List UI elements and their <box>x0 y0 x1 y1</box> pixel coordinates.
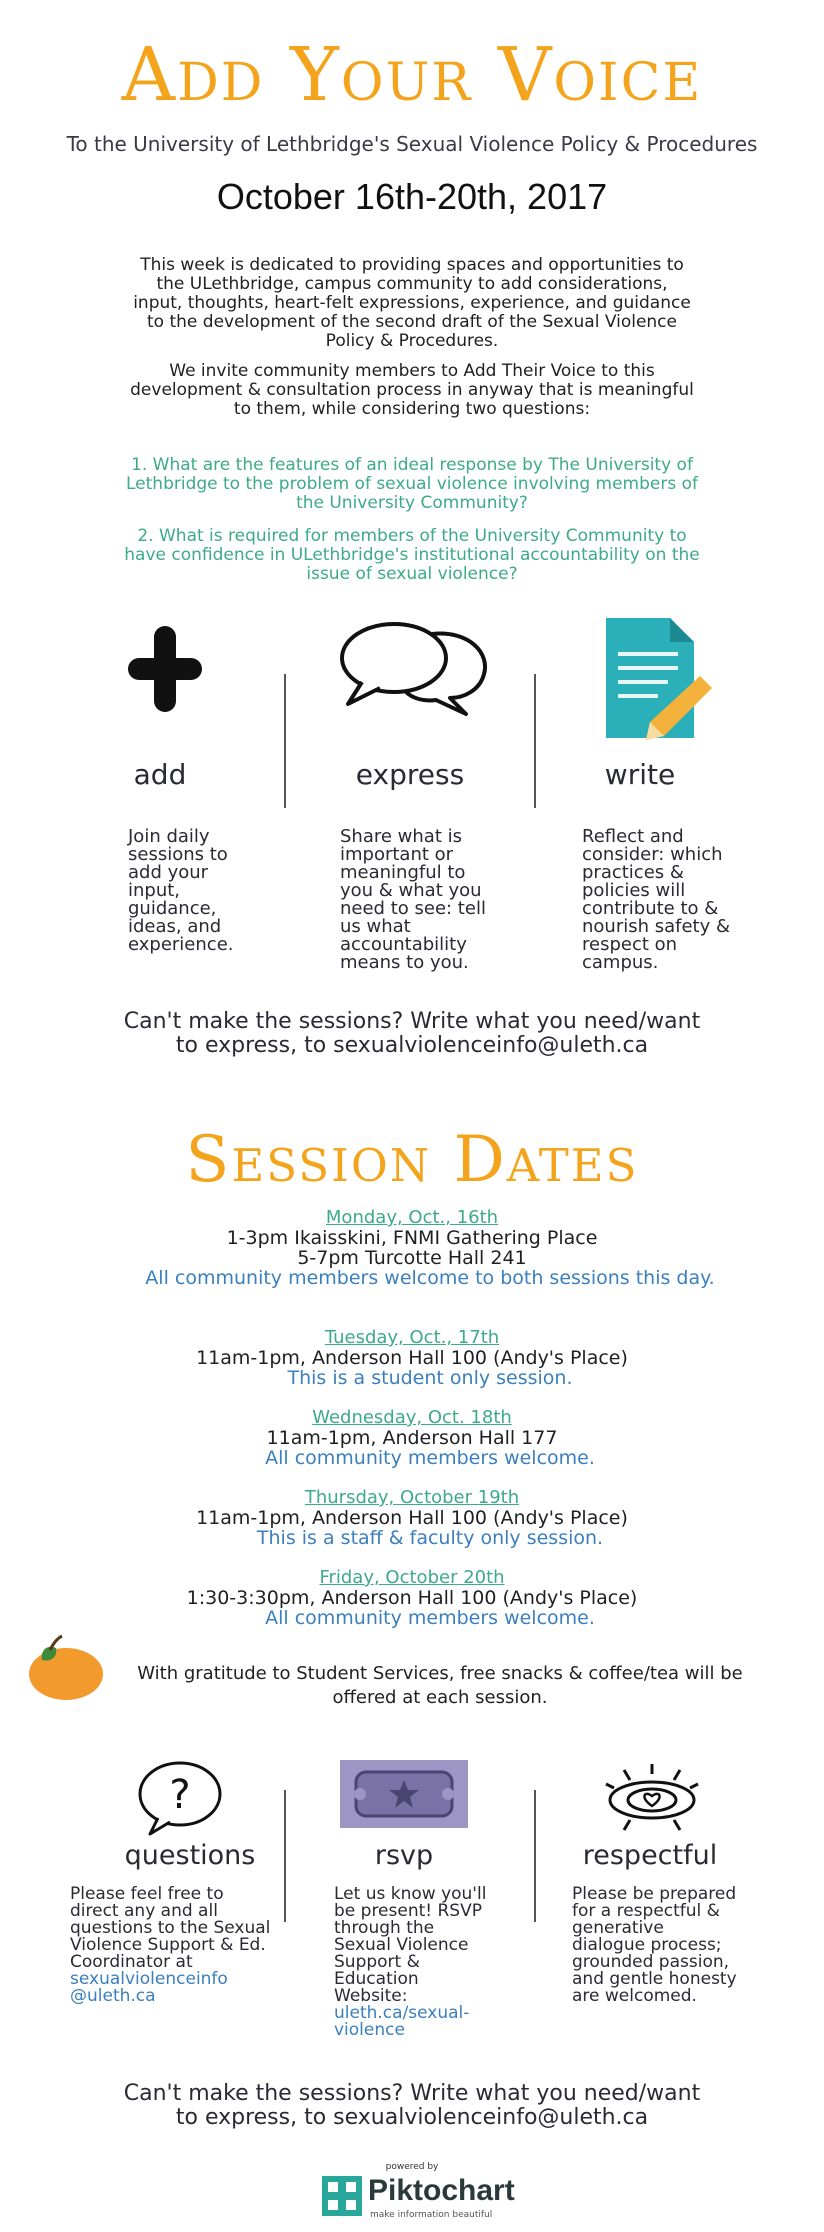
bottom-label-respectful: respectful <box>582 1840 718 1871</box>
email-link[interactable]: sexualviolenceinfo @uleth.ca <box>70 1969 228 2006</box>
svg-text:?: ? <box>169 1772 191 1818</box>
col-text-add: Join daily sessions to add your input, guidance, ideas, and experience. <box>128 826 234 955</box>
page-subtitle: To the University of Lethbridge's Sexual Violence Policy & Procedures <box>66 132 758 156</box>
intro-paragraph-2: We invite community members to Add Their Voice to this development & consultation process in anyway that is meaningful to them, while considering two questions: <box>130 361 694 419</box>
bottom-text-rsvp <box>334 1886 494 2039</box>
bottom-text-questions <box>70 1886 275 2005</box>
divider <box>284 674 286 808</box>
session-time: 11am-1pm, Anderson Hall 177 <box>266 1427 558 1449</box>
intro-paragraph-1: This week is dedicated to providing spaces and opportunities to the ULethbridge, campus community to add considerations, input, thoughts, heart-felt expressions, experience, and guidance to the development of the second draft of the Sexual Violence Policy & Procedures. <box>133 255 691 351</box>
ticket-icon <box>340 1760 468 1828</box>
cant-make-note: Can't make the sessions? Write what you need/want to express, to sexualviolenceinfo@uleth.ca <box>123 1009 701 1058</box>
session-day <box>0 1568 824 1588</box>
divider <box>284 1790 286 1922</box>
bottom-label-questions: questions <box>124 1840 256 1871</box>
session-day <box>0 1488 824 1508</box>
page-title: Add Your Voice <box>121 32 703 118</box>
session-time: 11am-1pm, Anderson Hall 100 (Andy's Place) <box>196 1347 628 1369</box>
session-day <box>0 1408 824 1428</box>
day-link[interactable]: Wednesday, Oct. 18th <box>312 1407 512 1428</box>
session-time: 5-7pm Turcotte Hall 241 <box>297 1247 527 1269</box>
divider <box>534 1790 536 1922</box>
col-text-express: Share what is important or meaningful to you & what you need to see: tell us what accountability means to you. <box>340 826 486 973</box>
plus-icon <box>128 624 202 714</box>
session-note: All community members welcome to both sessions this day. <box>145 1267 715 1289</box>
session-note: All community members welcome. <box>265 1607 595 1629</box>
day-link[interactable]: Thursday, October 19th <box>304 1487 520 1508</box>
bottom-text-respectful: Please be prepared for a respectful & generative dialogue process; grounded passion, and gentle honesty are welcomed. <box>572 1884 737 2006</box>
day-link[interactable]: Friday, October 20th <box>319 1567 505 1588</box>
website-link[interactable]: uleth.ca/sexual-violence <box>334 2003 470 2040</box>
orange-icon <box>28 1632 104 1702</box>
session-note: This is a staff & faculty only session. <box>256 1527 604 1549</box>
cant-make-note-bottom: Can't make the sessions? Write what you need/want to express, to sexualviolenceinfo@uleth.ca <box>123 2081 701 2130</box>
document-pencil-icon <box>604 618 714 740</box>
thanks-note: With gratitude to Student Services, free snacks & coffee/tea will be offered at each session. <box>137 1663 743 1708</box>
bottom-label-rsvp: rsvp <box>374 1840 434 1871</box>
piktochart-brand[interactable]: Piktochart <box>368 2174 515 2207</box>
session-day <box>0 1208 824 1228</box>
question-2: 2. What is required for members of the University Community to have confidence in ULethbridge's institutional accountability on the issue of sexual violence? <box>124 526 700 584</box>
divider <box>534 674 536 808</box>
day-link[interactable]: Monday, Oct., 16th <box>325 1207 499 1228</box>
event-dates: October 16th-20th, 2017 <box>216 176 608 217</box>
powered-by: powered by <box>385 2162 439 2172</box>
session-time: 1:30-3:30pm, Anderson Hall 100 (Andy's Place) <box>186 1587 638 1609</box>
question-bubble-icon <box>136 1760 222 1836</box>
session-dates-title: Session Dates <box>185 1123 639 1197</box>
question-1: 1. What are the features of an ideal response by The University of Lethbridge to the problem of sexual violence involving members of the University Community? <box>126 455 698 513</box>
session-time: 1-3pm Ikaisskini, FNMI Gathering Place <box>226 1227 598 1249</box>
speech-bubbles-icon <box>340 620 490 716</box>
rsvp-text: Let us know you'll be present! RSVP through the Sexual Violence Support & Education Website: <box>334 1884 487 2006</box>
piktochart-logo-icon <box>322 2176 362 2216</box>
col-label-write: write <box>604 758 676 791</box>
col-label-express: express <box>355 758 465 791</box>
session-time: 11am-1pm, Anderson Hall 100 (Andy's Place) <box>196 1507 628 1529</box>
session-note: All community members welcome. <box>265 1447 595 1469</box>
session-note: This is a student only session. <box>287 1367 573 1389</box>
col-label-add: add <box>133 758 187 791</box>
heart-eye-icon <box>600 1760 704 1836</box>
col-text-write: Reflect and consider: which practices & policies will contribute to & nourish safety & respect on campus. <box>582 826 731 973</box>
day-link[interactable]: Tuesday, Oct., 17th <box>324 1327 500 1348</box>
session-day <box>0 1328 824 1348</box>
piktochart-tagline: make information beautiful <box>370 2210 493 2220</box>
questions-text: Please feel free to direct any and all questions to the Sexual Violence Support & Ed. Coordinator at <box>70 1884 271 1972</box>
